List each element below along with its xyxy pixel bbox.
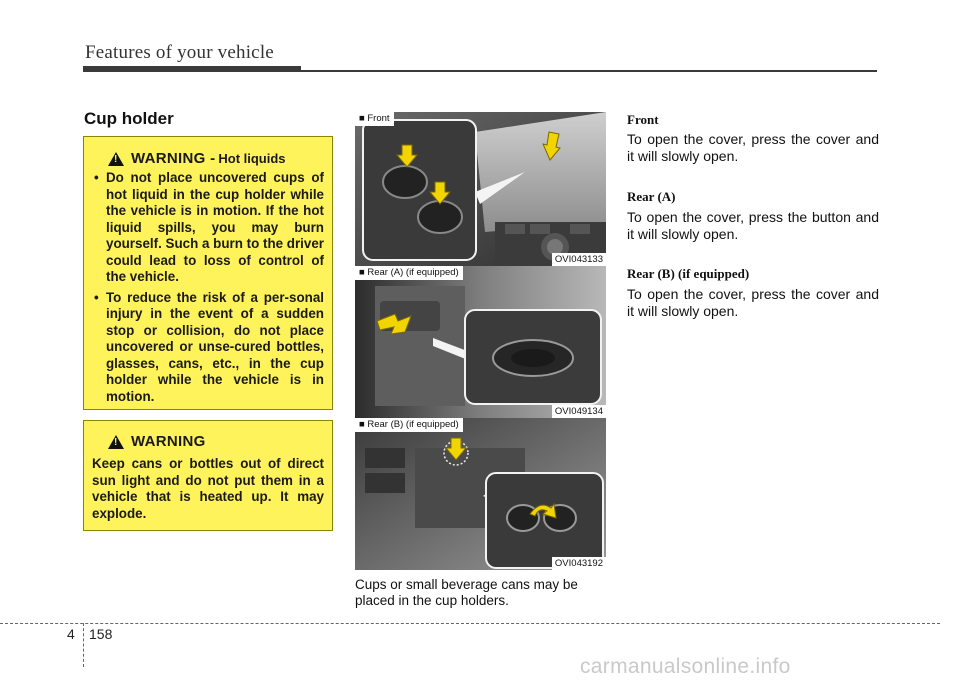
photo-label: ■ Rear (B) (if equipped) xyxy=(355,418,463,432)
paragraph-front: To open the cover, press the cover and it will slowly open. xyxy=(627,131,879,164)
warning-box-cans xyxy=(83,420,333,531)
photo-code: OVI049134 xyxy=(552,405,606,418)
footer-rule xyxy=(0,623,940,624)
photo-caption: Cups or small beverage cans may be placed in the cup holders. xyxy=(355,577,578,608)
photo-rear-a-cup-holder xyxy=(355,266,606,418)
warning-triangle-icon xyxy=(108,435,124,449)
front-cup-holder-image xyxy=(355,112,606,266)
header-rule-thick xyxy=(83,66,301,72)
photo-label: ■ Front xyxy=(355,112,394,126)
warning-header xyxy=(108,433,206,450)
warning-triangle-icon xyxy=(108,152,124,166)
watermark: carmanualsonline.info xyxy=(580,655,791,678)
photo-code: OVI043133 xyxy=(552,253,606,266)
heading-front: Front xyxy=(627,112,659,127)
footer-divider xyxy=(83,623,84,667)
warning-title: WARNING xyxy=(131,433,206,450)
warning-title: WARNING - xyxy=(131,150,216,167)
header-title: Features of your vehicle xyxy=(85,42,274,63)
rear-a-cup-holder-image xyxy=(355,266,606,418)
warning-body: Keep cans or bottles out of direct sun light and do not put them in a vehicle that is heated up. It may explode. xyxy=(92,456,324,521)
heading-rear-a: Rear (A) xyxy=(627,189,676,204)
warning-box-hot-liquids xyxy=(83,136,333,410)
header-rule-thin xyxy=(301,70,877,72)
paragraph-rear-a: To open the cover, press the button and it will slowly open. xyxy=(627,209,879,242)
photo-rear-b-cup-holder xyxy=(355,418,606,570)
warning-list xyxy=(92,170,324,409)
chapter-number: 4 xyxy=(67,626,75,642)
page-number: 158 xyxy=(89,626,113,642)
photo-code: OVI043192 xyxy=(552,557,606,570)
warning-bullet: • To reduce the risk of a per-sonal injury in the event of a sudden stop or collision, do not place uncovered or unse-cured bottles, glasses, cans, etc., in the cup holder while the vehicle is in motion. xyxy=(92,290,324,406)
photo-label: ■ Rear (A) (if equipped) xyxy=(355,266,463,280)
warning-header xyxy=(108,150,286,167)
rear-b-cup-holder-image xyxy=(355,418,606,570)
photo-front-cup-holder xyxy=(355,112,606,266)
heading-rear-b: Rear (B) (if equipped) xyxy=(627,266,750,281)
warning-subtitle: Hot liquids xyxy=(218,151,286,166)
paragraph-rear-b: To open the cover, press the cover and it will slowly open. xyxy=(627,286,879,319)
warning-bullet: • Do not place uncovered cups of hot liquid in the cup holder while the vehicle is in motion. If the hot liquid spills, you may burn yourself. Such a burn to the driver could lead to loss of control of the vehicle. xyxy=(92,170,324,286)
section-title: Cup holder xyxy=(84,109,174,128)
